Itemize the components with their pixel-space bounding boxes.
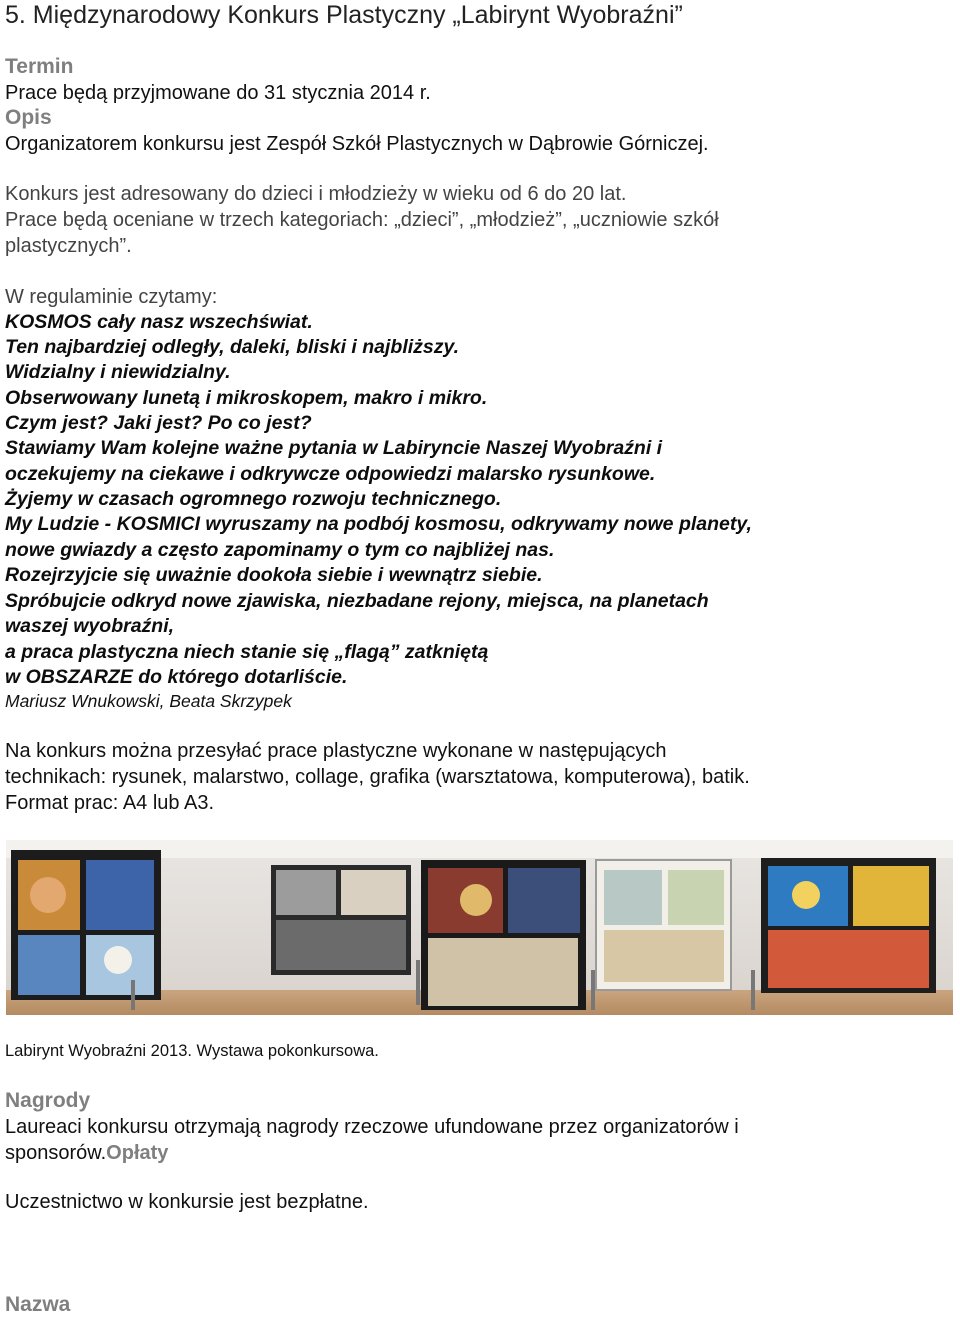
opis-line-4: plastycznych”. [5,235,132,257]
nazwa-heading: Nazwa [5,1293,71,1316]
techniki-line-3: Format prac: A4 lub A3. [5,792,214,814]
nagrody-line-1: Laureaci konkursu otrzymają nagrody rzeczowe ufundowane przez organizatorów i [5,1116,739,1138]
termin-heading: Termin [5,55,74,78]
techniki-line-2: technikach: rysunek, malarstwo, collage, grafika (warsztatowa, komputerowa), batik. [5,766,750,788]
page-title: 5. Międzynarodowy Konkurs Plastyczny „Labirynt Wyobraźni” [5,1,683,29]
nagrody-heading: Nagrody [5,1089,91,1112]
opis-line-1: Organizatorem konkursu jest Zespół Szkół Plastycznych w Dąbrowie Górniczej. [5,133,709,155]
exhibition-photo [6,840,953,1015]
regulamin-line: Żyjemy w czasach ogromnego rozwoju technicznego. [5,488,502,510]
nagrody-line-2: sponsorów. [5,1142,107,1164]
regulamin-line: Czym jest? Jaki jest? Po co jest? [5,412,312,434]
regulamin-authors: Mariusz Wnukowski, Beata Skrzypek [5,691,292,711]
regulamin-line: nowe gwiazdy a często zapominamy o tym co najbliżej nas. [5,539,555,561]
regulamin-line: Stawiamy Wam kolejne ważne pytania w Labiryncie Naszej Wyobraźni i [5,437,663,459]
termin-text: Prace będą przyjmowane do 31 stycznia 2014 r. [5,82,431,104]
opis-line-2: Konkurs jest adresowany do dzieci i młodzieży w wieku od 6 do 20 lat. [5,183,627,205]
regulamin-line: KOSMOS cały nasz wszechświat. [5,311,313,333]
techniki-line-1: Na konkurs można przesyłać prace plastyczne wykonane w następujących [5,740,667,762]
regulamin-line: Rozejrzyjcie się uważnie dookoła siebie i wewnątrz siebie. [5,564,543,586]
opis-line-3: Prace będą oceniane w trzech kategoriach: „dzieci”, „młodzież”, „uczniowie szkół [5,209,719,231]
regulamin-line: Ten najbardziej odległy, daleki, bliski i najbliższy. [5,336,460,358]
regulamin-line: oczekujemy na ciekawe i odkrywcze odpowiedzi malarsko rysunkowe. [5,463,656,485]
regulamin-line: Obserwowany lunetą i mikroskopem, makro i mikro. [5,387,488,409]
regulamin-line: waszej wyobraźni, [5,615,175,637]
nagrody-line-2-wrap [5,1140,168,1166]
regulamin-line: a praca plastyczna niech stanie się „flagą” zatkniętą [5,641,489,663]
regulamin-intro: W regulaminie czytamy: [5,286,218,308]
photo-caption: Labirynt Wyobraźni 2013. Wystawa pokonkursowa. [5,1042,379,1060]
opis-heading: Opis [5,106,52,129]
regulamin-line: w OBSZARZE do którego dotarliście. [5,666,348,688]
regulamin-line: Spróbujcie odkryd nowe zjawiska, niezbadane rejony, miejsca, na planetach [5,590,709,612]
oplaty-text: Uczestnictwo w konkursie jest bezpłatne. [5,1191,369,1213]
oplaty-heading: Opłaty [106,1142,169,1164]
regulamin-line: My Ludzie - KOSMICI wyruszamy na podbój kosmosu, odkrywamy nowe planety, [5,513,752,535]
regulamin-line: Widzialny i niewidzialny. [5,361,231,383]
